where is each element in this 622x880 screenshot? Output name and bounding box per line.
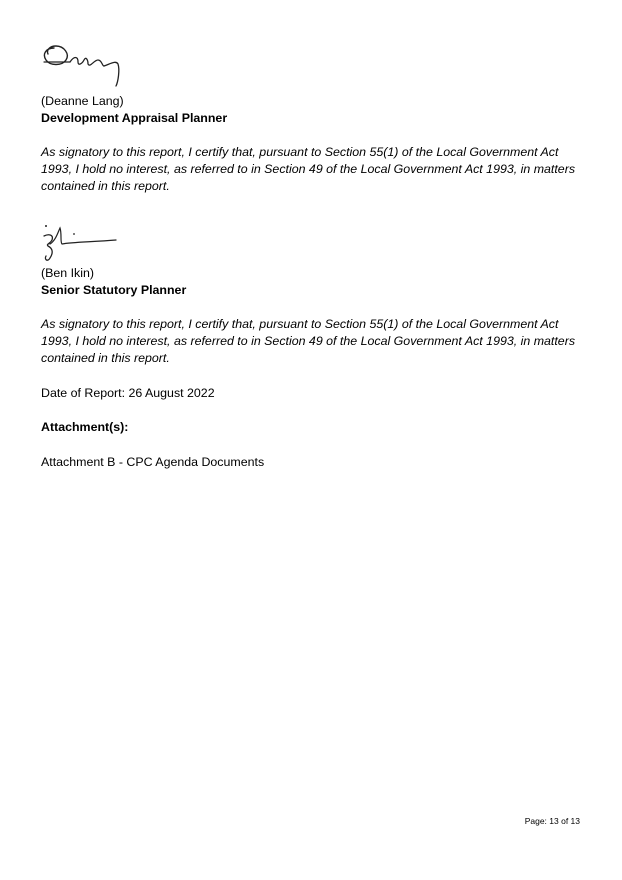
signature-deanne-lang — [40, 40, 124, 90]
signatory-2-certification: As signatory to this report, I certify that, pursuant to Section 55(1) of the Local Government Act 1993, I hold no interest, as referred to in Section 49 of the Local Government Act 1993, in matters contained in this report. — [41, 317, 576, 365]
signatory-2-role: Senior Statutory Planner — [41, 283, 187, 297]
page-number-label: Page: 13 of 13 — [524, 816, 580, 826]
report-date: Date of Report: 26 August 2022 — [41, 386, 215, 400]
signatory-1-role: Development Appraisal Planner — [41, 111, 228, 125]
signatory-2-name: (Ben Ikin) — [41, 266, 95, 280]
page-number — [525, 815, 580, 827]
signatory-1-name: (Deanne Lang) — [41, 94, 124, 108]
attachments-heading: Attachment(s): — [41, 420, 129, 434]
signature-ben-ikin — [38, 222, 122, 264]
signatory-1-certification: As signatory to this report, I certify that, pursuant to Section 55(1) of the Local Government Act 1993, I hold no interest, as referred to in Section 49 of the Local Government Act 1993, in matters contained in this report. — [41, 145, 576, 193]
attachment-item: Attachment B - CPC Agenda Documents — [41, 455, 265, 469]
